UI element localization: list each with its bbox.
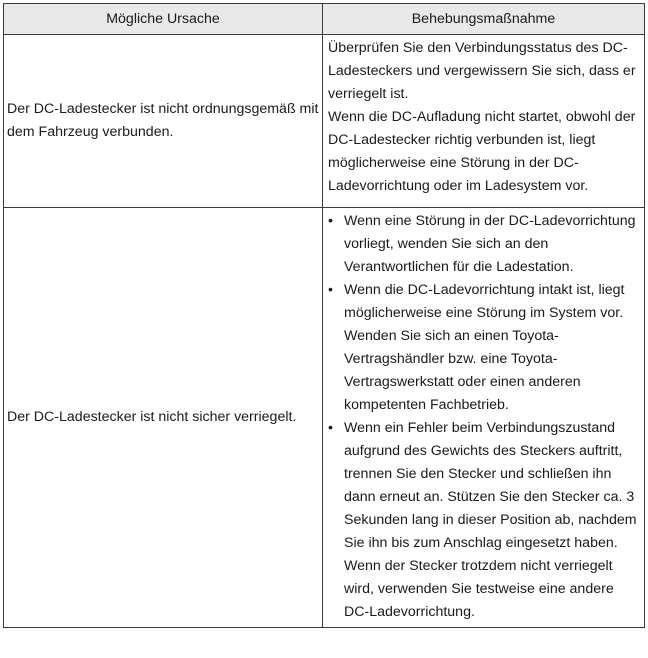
- troubleshooting-table: [3, 3, 645, 628]
- list-item: [328, 210, 640, 279]
- bullet-icon: •: [328, 420, 333, 436]
- bullet-icon: •: [328, 213, 333, 229]
- bullet-text: Wenn die DC-Ladevorrichtung intakt ist, liegt möglicherweise eine Störung im System vor. Wenden Sie sich an einen Toyota-Vertragshändler bzw. eine Toyota-Vertragswerkstatt oder einen anderen kompetenten Fachbetrieb.: [344, 282, 625, 413]
- cause-cell: Der DC-Ladestecker ist nicht ordnungsgemäß mit dem Fahrzeug verbunden.: [4, 35, 323, 208]
- bullet-icon: •: [328, 282, 333, 298]
- header-remedy: Behebungsmaßnahme: [323, 4, 645, 35]
- list-item: [328, 279, 640, 417]
- header-cause: Mögliche Ursache: [4, 4, 323, 35]
- bullet-extra-text: Wenn der Stecker trotzdem nicht verriegelt wird, verwenden Sie testweise eine andere DC-Ladevorrichtung.: [344, 558, 614, 620]
- bullet-text: Wenn eine Störung in der DC-Ladevorrichtung vorliegt, wenden Sie sich an den Verantwortlichen für die Ladestation.: [344, 213, 636, 275]
- table-row: [4, 208, 645, 628]
- remedy-paragraph: Wenn die DC-Aufladung nicht startet, obwohl der DC-Ladestecker richtig verbunden ist, liegt möglicherweise eine Störung in der DC-Ladevorrichtung oder im Ladesystem vor.: [328, 109, 636, 194]
- list-item: [328, 417, 640, 624]
- remedy-cell: [323, 35, 645, 208]
- remedy-cell: [323, 208, 645, 628]
- table-row: [4, 35, 645, 208]
- cause-cell: Der DC-Ladestecker ist nicht sicher verriegelt.: [4, 208, 323, 628]
- remedy-paragraph: Überprüfen Sie den Verbindungsstatus des DC-Ladesteckers und vergewissern Sie sich, dass er verriegelt ist.: [328, 40, 636, 102]
- remedy-bullet-list: [328, 210, 640, 624]
- bullet-text: Wenn ein Fehler beim Verbindungszustand aufgrund des Gewichts des Steckers auftritt, trennen Sie den Stecker und schließen ihn dann erneut an. Stützen Sie den Stecker ca. 3 Sekunden lang in dieser Position ab, nachdem Sie ihn bis zum Anschlag eingesetzt haben.: [344, 420, 637, 551]
- table-header-row: [4, 4, 645, 35]
